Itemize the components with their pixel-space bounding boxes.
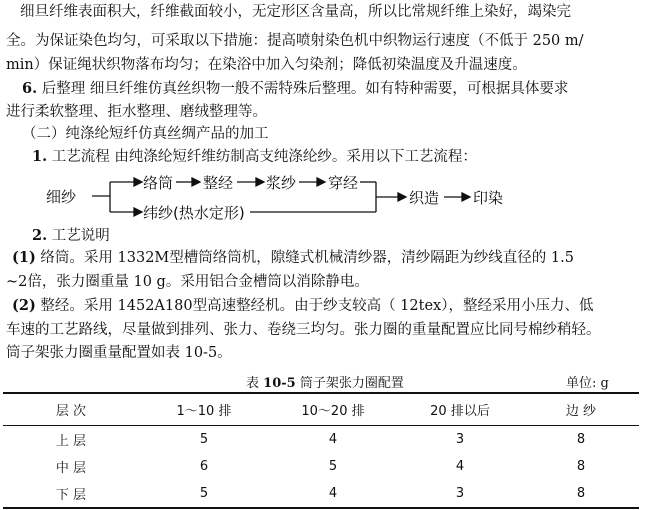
paragraph-line: min）保证绳状织物落布均匀；在染浴中加入匀染剂；降低初染温度及升温速度。 bbox=[6, 57, 527, 73]
table-cell: 3 bbox=[455, 486, 465, 501]
paragraph-line: 车速的工艺路线，尽量做到排列、张力、卷绕三均匀。张力圈的重量配置应比同号棉纱稍轻。 bbox=[6, 322, 601, 338]
table-cell: 上 层 bbox=[55, 434, 87, 449]
paragraph-line bbox=[12, 296, 593, 316]
table-header-row bbox=[3, 393, 639, 426]
item-text: 后整理 细旦纤维仿真丝织物一般不需特殊后整理。如有特种需要，可根据具体要求 bbox=[41, 81, 569, 97]
creel-tension-table bbox=[3, 392, 639, 509]
item-text: 整经。采用 1452A180型高速整经机。由于纱支较高（ 12tex），整经采用小压力、低 bbox=[40, 298, 594, 314]
paragraph-line: 细旦纤维表面积大，纤维截面较小，无定形区含量高，所以比常规纤维上染好，竭染完 bbox=[20, 4, 571, 20]
caption-prefix: 表 bbox=[246, 376, 260, 391]
unit-value: g bbox=[600, 376, 609, 391]
flow-node-winding: 络筒 bbox=[143, 174, 174, 192]
caption-title: 筒子架张力圈配置 bbox=[299, 376, 404, 391]
paragraph-line: 筒子架张力圈重量配置如表 10-5。 bbox=[6, 345, 232, 361]
item-number: 2. bbox=[32, 227, 48, 244]
flow-node-weft: 纬纱(热水定形) bbox=[143, 204, 245, 222]
item-text: 工艺说明 bbox=[51, 228, 110, 244]
table-cell: 4 bbox=[328, 432, 338, 447]
unit-label: 单位: bbox=[566, 376, 597, 391]
flow-node-start: 细纱 bbox=[46, 188, 77, 206]
caption-number: 10-5 bbox=[263, 376, 296, 391]
table-cell: 8 bbox=[576, 459, 586, 474]
paragraph-line bbox=[12, 248, 574, 268]
table-cell: 3 bbox=[455, 432, 465, 447]
flow-node-sizing: 浆纱 bbox=[266, 174, 297, 192]
item-text: 络筒。采用 1332M型槽筒络筒机，隙缝式机械清纱器，清纱隔距为纱线直径的 1.5 bbox=[40, 250, 574, 266]
table-cell: 4 bbox=[328, 486, 338, 501]
item-number: (1) bbox=[12, 249, 36, 266]
flow-node-warping: 整经 bbox=[203, 174, 234, 192]
header-layer: 层 次 bbox=[55, 404, 87, 419]
paragraph-line bbox=[32, 226, 110, 246]
flow-node-printing: 印染 bbox=[473, 189, 504, 207]
table-cell: 4 bbox=[455, 459, 465, 474]
header-selvage: 边 纱 bbox=[565, 404, 597, 419]
table-row bbox=[3, 480, 639, 508]
table-cell: 8 bbox=[576, 486, 586, 501]
table-cell: 5 bbox=[328, 459, 338, 474]
section-heading: （二）纯涤纶短纤仿真丝绸产品的加工 bbox=[22, 126, 269, 142]
item-number: 6. bbox=[22, 80, 38, 97]
table-cell: 8 bbox=[576, 432, 586, 447]
flow-node-drawing-in: 穿经 bbox=[328, 174, 359, 192]
paragraph-line: 进行柔软整理、拒水整理、磨绒整理等。 bbox=[6, 104, 267, 120]
paragraph-line: 全。为保证染色均匀，可采取以下措施：提高喷射染色机中织物运行速度（不低于 250 m/ bbox=[6, 33, 584, 49]
header-row-1-10: 1～10 排 bbox=[176, 404, 232, 419]
table-cell: 6 bbox=[199, 459, 209, 474]
item-text: 工艺流程 由纯涤纶短纤维纺制高支纯涤纶纱。采用以下工艺流程： bbox=[51, 149, 477, 165]
flow-node-weaving: 织造 bbox=[409, 189, 440, 207]
table-cell: 下 层 bbox=[55, 488, 87, 503]
header-row-after-20: 20 排以后 bbox=[430, 404, 490, 419]
table-row bbox=[3, 426, 639, 454]
table-cell: 中 层 bbox=[55, 461, 87, 476]
table-row bbox=[3, 453, 639, 480]
table-caption bbox=[246, 372, 404, 391]
table-unit bbox=[566, 372, 609, 391]
table-cell: 5 bbox=[199, 486, 209, 501]
table-cell: 5 bbox=[199, 432, 209, 447]
item-number: 1. bbox=[32, 148, 48, 165]
paragraph-line: ~2倍，张力圈重量 10 g。采用铝合金槽筒以消除静电。 bbox=[6, 274, 369, 290]
item-number: (2) bbox=[12, 297, 36, 314]
header-row-10-20: 10～20 排 bbox=[301, 404, 365, 419]
